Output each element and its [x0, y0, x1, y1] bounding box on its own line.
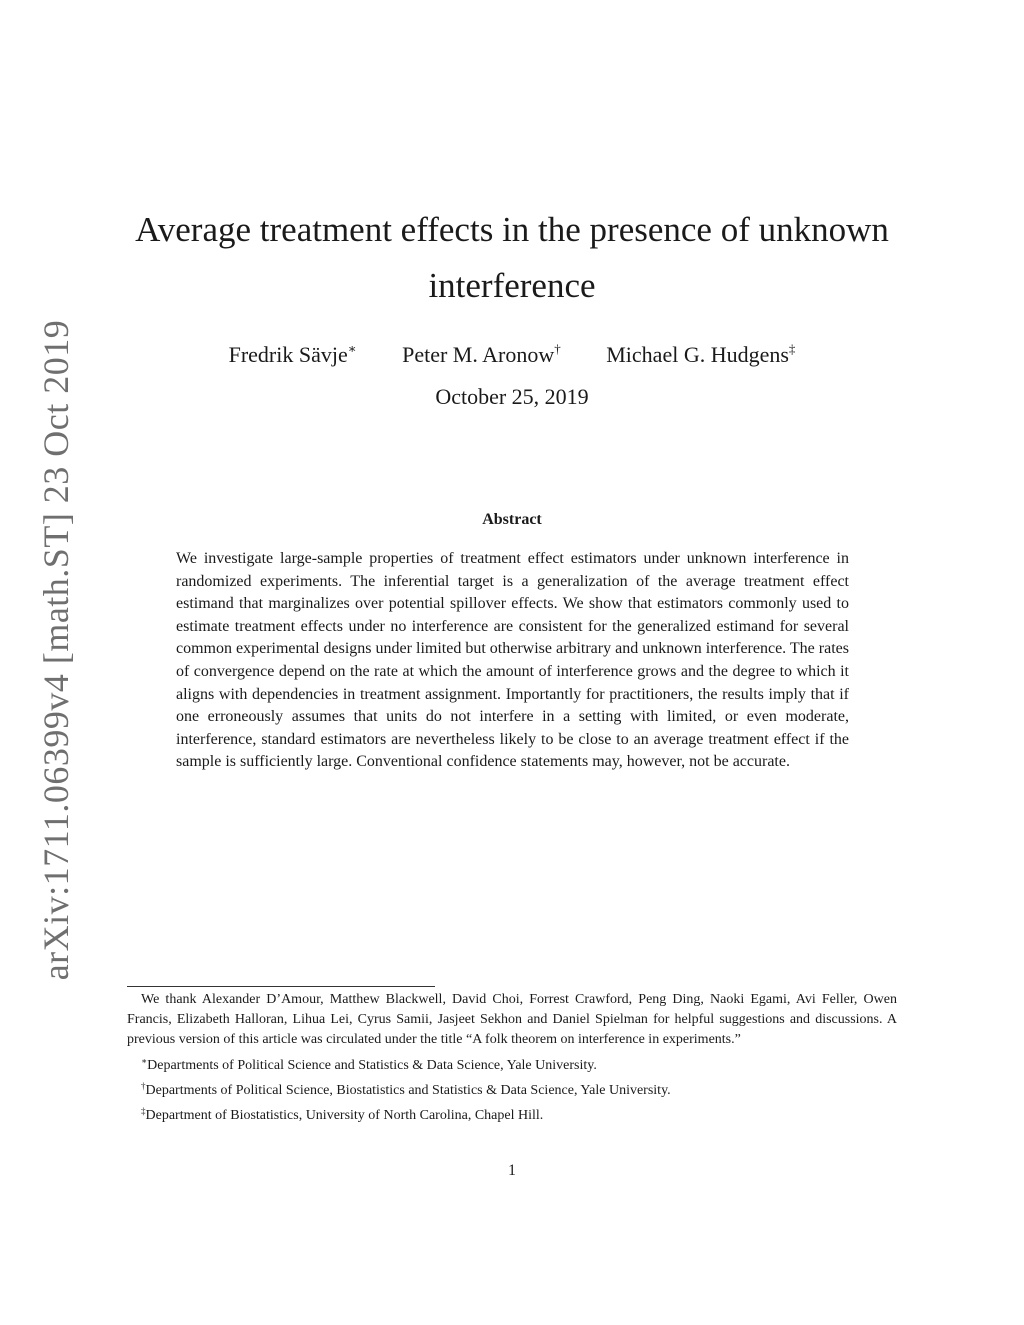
author-list — [112, 334, 912, 370]
footnote-3-text: Department of Biostatistics, University of North Carolina, Chapel Hill. — [145, 1108, 544, 1124]
author-1-name: Fredrik Sävje — [228, 342, 348, 367]
footnote-3-mark: ‡ — [141, 1106, 146, 1117]
footnote-1-text: Departments of Political Science and Statistics & Data Science, Yale University. — [147, 1057, 597, 1073]
author-1 — [229, 334, 357, 370]
footnote-affiliation-1 — [127, 1051, 897, 1076]
abstract-heading: Abstract — [482, 511, 542, 528]
footnote-affiliation-2 — [127, 1076, 897, 1101]
footnote-1-mark: ∗ — [141, 1055, 148, 1066]
author-2 — [402, 334, 561, 370]
page-number: 1 — [508, 1162, 516, 1179]
footnotes — [127, 990, 897, 1126]
author-2-mark: † — [554, 341, 561, 356]
footnote-affiliation-3 — [127, 1101, 897, 1126]
paper-title: Average treatment effects in the presence of unknown interference — [135, 210, 889, 305]
footnote-2-mark: † — [141, 1080, 146, 1091]
footnote-acknowledgement: We thank Alexander D’Amour, Matthew Blackwell, David Choi, Forrest Crawford, Peng Ding, Naoki Egami, Avi Feller, Owen Francis, Elizabeth Halloran, Lihua Lei, Cyrus Samii, Jasjeet Sekhon and Daniel Spielman for helpful suggestions and discussions. A previous version of this article was circulated under the title “A folk theorem on interference in experiments.” — [127, 992, 897, 1048]
publication-date: October 25, 2019 — [435, 384, 589, 409]
author-2-name: Peter M. Aronow — [402, 342, 555, 367]
footnote-2-text: Departments of Political Science, Biostatistics and Statistics & Data Science, Yale University. — [145, 1082, 671, 1098]
author-3-mark: ‡ — [788, 341, 796, 356]
author-3-name: Michael G. Hudgens — [606, 342, 789, 367]
author-1-mark: ∗ — [347, 341, 357, 356]
author-3 — [606, 334, 795, 370]
arxiv-identifier-stamp: arXiv:1711.06399v4 [math.ST] 23 Oct 2019 — [36, 319, 76, 981]
abstract-body: We investigate large-sample properties of treatment effect estimators under unknown interference in randomized experiments. The inferential target is a generalization of the average treatment effect estimand that marginalizes over potential spillover effects. We show that estimators commonly used to estimate treatment effects under no interference are consistent for the generalized estimand for several common experimental designs under limited but otherwise arbitrary and unknown interference. The rates of convergence depend on the rate at which the amount of interference grows and the degree to which it aligns with dependencies in treatment assignment. Importantly for practitioners, the results imply that if one erroneously assumes that units do not interfere in a setting with limited, or even moderate, interference, standard estimators are nevertheless likely to be close to an average treatment effect if the sample is sufficiently large. Conventional confidence statements may, however, not be accurate. — [176, 550, 849, 771]
footnote-divider — [127, 986, 435, 987]
